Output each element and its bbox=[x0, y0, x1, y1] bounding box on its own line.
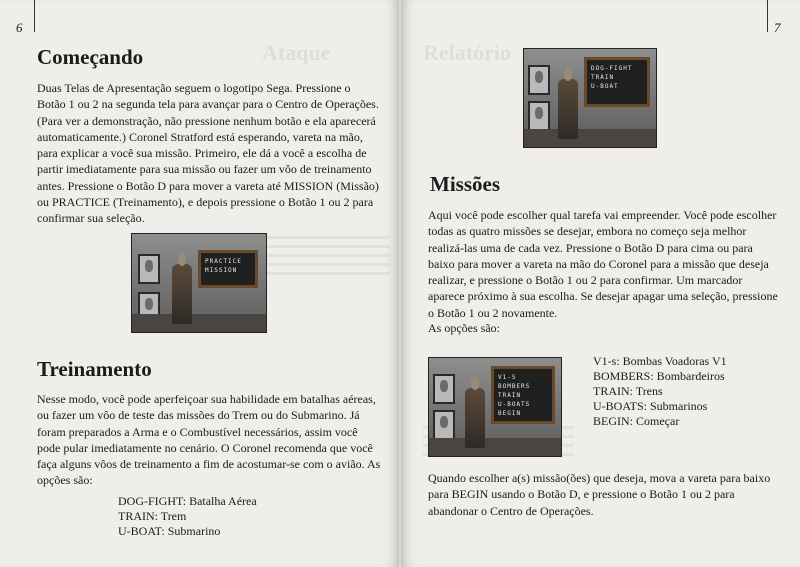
screenshot-portrait-1 bbox=[138, 254, 160, 284]
page-edge-mark bbox=[34, 0, 35, 32]
section-title-treinamento: Treinamento bbox=[37, 357, 152, 381]
screenshot-floor bbox=[132, 314, 266, 332]
closing-paragraph: Quando escolher a(s) missão(ões) que deseja, mova a vareta para baixo para BEGIN usando o Botão D, e pressione o Botão 1 ou 2 para abandonar o Centro de Operações. bbox=[428, 471, 771, 518]
show-through-heading: Ataque bbox=[262, 40, 331, 65]
screenshot-colonel bbox=[172, 264, 192, 324]
show-through-heading: Relatório bbox=[423, 40, 511, 65]
section-title-comecando: Começando bbox=[37, 45, 144, 69]
board-line: U-BOATS bbox=[498, 401, 531, 408]
screenshot-floor bbox=[429, 438, 561, 456]
board-line: U-BOAT bbox=[591, 83, 619, 90]
screenshot-board bbox=[491, 366, 555, 424]
options-intro: As opções são: bbox=[428, 321, 500, 335]
board-line: BOMBERS bbox=[498, 383, 531, 390]
screenshot-portrait-1 bbox=[528, 65, 550, 95]
right-page bbox=[401, 0, 800, 567]
training-options-list bbox=[118, 494, 257, 539]
screenshot-colonel bbox=[558, 79, 578, 139]
board-line: TRAIN bbox=[591, 74, 615, 81]
list-item: V1-s: Bombas Voadoras V1 bbox=[593, 354, 727, 368]
screenshot-portrait-2 bbox=[433, 410, 455, 440]
list-item: DOG-FIGHT: Batalha Aérea bbox=[118, 494, 257, 508]
list-item: U-BOATS: Submarinos bbox=[593, 399, 708, 413]
section-body-treinamento: Nesse modo, você pode aperfeiçoar sua habilidade em batalhas aéreas, ou fazer um vôo de teste das missões do Trem ou do Submarino. Já foram preparados a Arma e o Combustível necessários, assim você pode pular imediatamente no cenário. O Coronel recomenda que você faça alguns vôos de treinamento a fim de acostumar-se com o avião. As opções são: bbox=[37, 392, 381, 488]
game-screenshot-training-menu bbox=[523, 48, 657, 148]
board-line: V1-S bbox=[498, 374, 517, 381]
page-number: 6 bbox=[16, 20, 23, 35]
list-item: BOMBERS: Bombardeiros bbox=[593, 369, 725, 383]
left-page bbox=[0, 0, 399, 567]
list-item: U-BOAT: Submarino bbox=[118, 524, 221, 538]
screenshot-board bbox=[584, 57, 650, 107]
screenshot-board bbox=[198, 250, 258, 288]
board-line: PRACTICE bbox=[205, 258, 242, 265]
game-screenshot-practice-mission bbox=[131, 233, 267, 333]
screenshot-colonel bbox=[465, 388, 485, 448]
board-line: DOG-FIGHT bbox=[591, 65, 633, 72]
mission-options-list bbox=[593, 354, 727, 429]
section-body-comecando: Duas Telas de Apresentação seguem o logotipo Sega. Pressione o Botão 1 ou 2 na segunda tela para avançar para o Centro de Operações. (Para ver a demonstração, não pressione nenhum botão e ela aparecerá automaticamente.) Coronel Stratford está esperando, vareta na mão, para explicar a você sua missão. Primeiro, ele dá a você a escolha de partir imediatamente para sua missão ou fazer um vôo de treinamento antes. Pressione o Botão D para mover a vareta até MISSION (Missão) ou PRACTICE (Treinamento), e depois pressione o Botão 1 ou 2 para confirmar sua seleção. bbox=[37, 81, 379, 226]
list-item: TRAIN: Trem bbox=[118, 509, 187, 523]
section-title-missoes: Missões bbox=[430, 172, 500, 196]
screenshot-portrait-2 bbox=[528, 101, 550, 131]
screenshot-floor bbox=[524, 129, 656, 147]
board-line: BEGIN bbox=[498, 410, 522, 417]
list-item: BEGIN: Começar bbox=[593, 414, 680, 428]
screenshot-portrait-1 bbox=[433, 374, 455, 404]
board-line: MISSION bbox=[205, 267, 238, 274]
game-screenshot-mission-menu bbox=[428, 357, 562, 457]
page-edge-mark bbox=[767, 0, 768, 32]
board-line: TRAIN bbox=[498, 392, 522, 399]
page-number: 7 bbox=[774, 20, 781, 35]
section-body-missoes: Aqui você pode escolher qual tarefa vai empreender. Você pode escolher todas as quatro missões se desejar, embora no começo seja melhor realizá-las uma de cada vez. Pressione o Botão D para cima ou para baixo para mover a vareta na mão do Coronel para a missão que deseja realizar, e pressione o Botão 1 ou 2 para confirmar. Um marcador aparece próximo à sua escolha. Se desejar apagar uma seleção, pressione o Botão 1 ou 2 novamente. bbox=[428, 208, 778, 320]
list-item: TRAIN: Trens bbox=[593, 384, 663, 398]
